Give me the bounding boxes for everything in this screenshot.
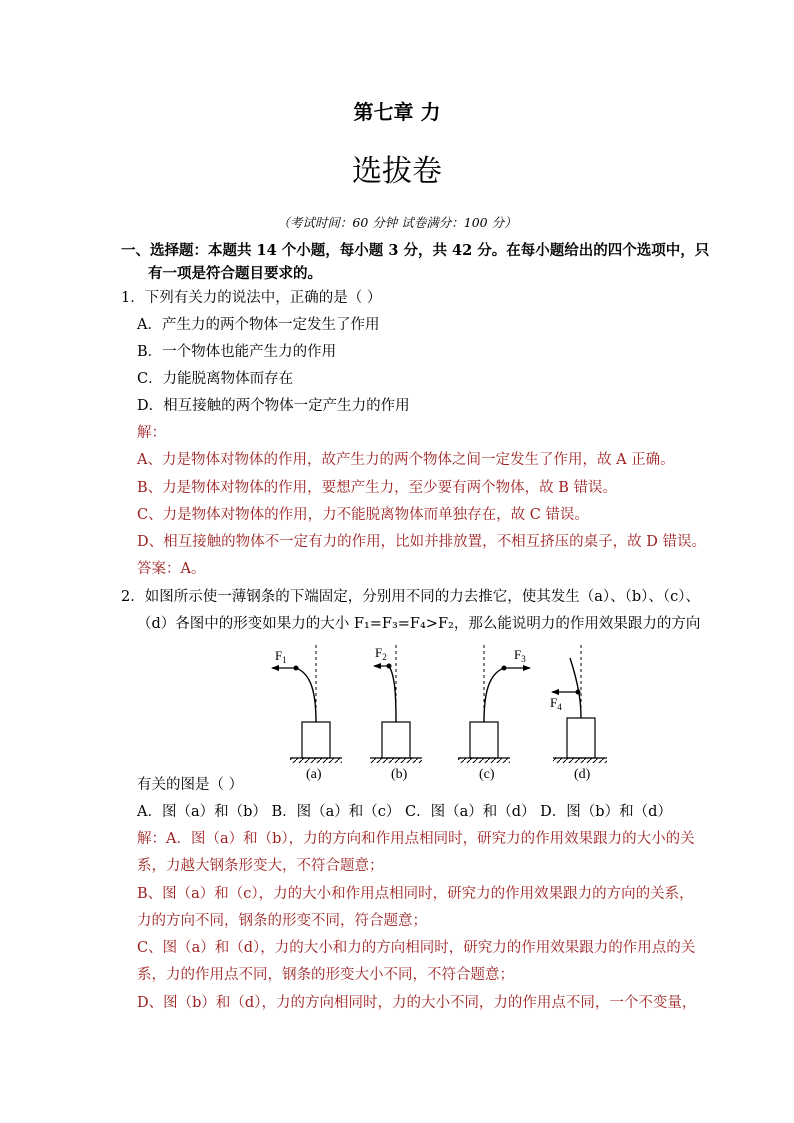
panel-label-c: (c) [479,767,495,782]
q1-solution-line-c: C、力是物体对物体的作用，力不能脱离物体而单独存在，故 C 错误。 [137,507,589,523]
q2-solution-line: 力的方向不同，钢条的形变不同，符合题意； [137,913,427,929]
q2-stem-line3: 有关的图是（ ） [137,777,244,793]
section-instructions-line2: 有一项是符合题目要求的。 [148,265,322,282]
panel-label-d: (d) [574,767,591,782]
panel-c [458,645,530,782]
q2-solution-line: B、图（a）和（c），力的大小和作用点相同时，研究力的作用效果跟力的方向的关系， [137,886,694,902]
q1-answer: 答案：A。 [137,561,206,577]
q2-solution-line: 解：A．图（a）和（b），力的方向和作用点相同时，研究力的作用效果跟力的大小的关 [137,831,695,847]
q2-options: A．图（a）和（b） B．图（a）和（c） C．图（a）和（d） D．图（b）和（d） [137,804,672,820]
q2-solution-line: 系，力越大钢条形变大，不符合题意； [137,858,384,874]
q2-stem-line1: 2．如图所示使一薄钢条的下端固定，分别用不同的力去推它，使其发生（a）、（b）、（c）、 [121,589,701,605]
panel-label-a: (a) [306,767,322,782]
force-label-f1: $F_1$ [275,648,287,665]
q2-solution-line: D、图（b）和（d），力的方向相同时，力的大小不同，力的作用点不同，一个不变量， [137,995,697,1011]
section-instructions-line1: 一、选择题：本题共 14 个小题，每小题 3 分，共 42 分。在每小题给出的四个选项中，只 [121,242,710,259]
q2-solution-line: C、图（a）和（d），力的大小和力的方向相同时，研究力的作用效果跟力的作用点的关 [137,940,696,956]
q1-stem: 1．下列有关力的说法中，正确的是（ ） [121,290,382,306]
q1-solution-line-b: B、力是物体对物体的作用，要想产生力，至少要有两个物体，故 B 错误。 [137,480,618,496]
q1-solution-label: 解： [137,425,166,441]
q1-option-a: A．产生力的两个物体一定发生了作用 [137,317,380,333]
force-label-f4: $F_4$ [550,695,562,712]
force-label-f3: $F_3$ [514,647,526,664]
panel-label-b: (b) [391,767,408,782]
q1-solution-line-d: D、相互接触的物体不一定有力的作用，比如并排放置，不相互挤压的桌子，故 D 错误。 [137,534,706,550]
steel-strip-figure [260,640,620,785]
q2-stem-line2: （d）各图中的形变如果力的大小 F₁=F₃=F₄>F₂，那么能说明力的作用效果跟力的方向 [137,616,701,632]
panel-b [370,645,422,782]
exam-info: （考试时间：60 分钟 试卷满分：100 分） [277,215,517,230]
page-title: 选拔卷 [352,154,442,189]
q1-option-d: D．相互接触的两个物体一定产生力的作用 [137,398,410,414]
force-label-f2: $F_2$ [375,645,387,662]
q1-option-c: C．力能脱离物体而存在 [137,371,294,387]
q1-solution-line-a: A、力是物体对物体的作用，故产生力的两个物体之间一定发生了作用，故 A 正确。 [137,452,675,468]
q1-option-b: B．一个物体也能产生力的作用 [137,344,337,360]
q2-solution-line: 系，力的作用点不同，钢条的形变大小不同，不符合题意； [137,967,514,983]
panel-a [272,645,342,782]
panel-d [550,645,607,782]
chapter-heading: 第七章 力 [353,100,441,124]
